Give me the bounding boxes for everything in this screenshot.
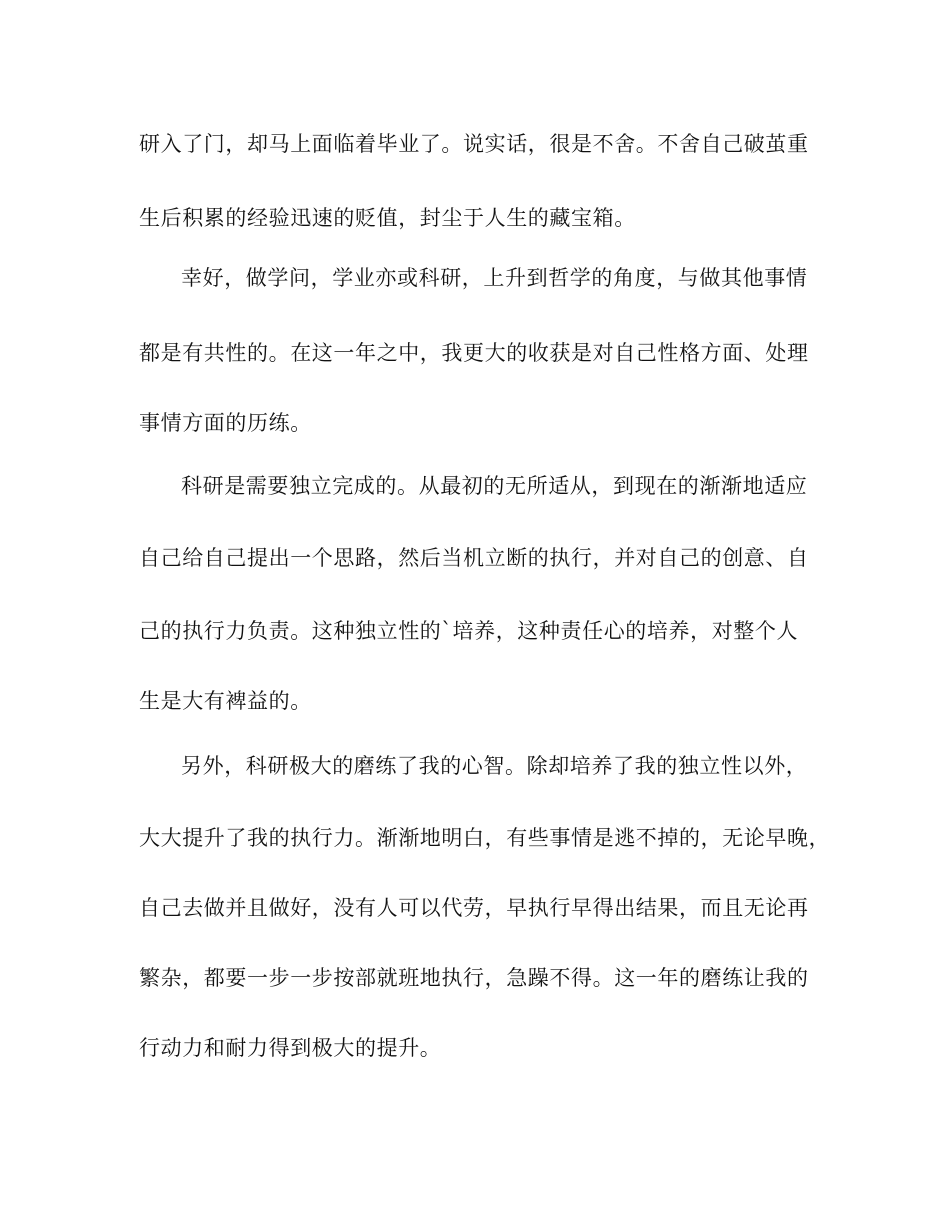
body-text-line: 研入了门，却马上面临着毕业了。说实话，很是不舍。不舍自己破茧重 [139, 132, 809, 156]
body-text-line: 己的执行力负责。这种独立性的`培养，这种责任心的培养，对整个人 [139, 619, 799, 643]
body-text-line: 事情方面的历练。 [139, 411, 312, 435]
body-text-line: 大大提升了我的执行力。渐渐地明白，有些事情是逃不掉的，无论早晚， [139, 826, 831, 850]
body-text-line: 繁杂，都要一步一步按部就班地执行，急躁不得。这一年的磨练让我的 [139, 966, 809, 990]
body-text-line: 都是有共性的。在这一年之中，我更大的收获是对自己性格方面、处理 [139, 341, 809, 365]
body-text-line: 自己去做并且做好，没有人可以代劳，早执行早得出结果，而且无论再 [139, 896, 809, 920]
body-text-line: 生是大有裨益的。 [139, 689, 312, 713]
paragraph-first-line: 幸好，做学问，学业亦或科研，上升到哲学的角度，与做其他事情 [181, 266, 808, 290]
paragraph-first-line: 科研是需要独立完成的。从最初的无所适从，到现在的渐渐地适应 [181, 474, 808, 498]
body-text-line: 生后积累的经验迅速的贬值，封尘于人生的藏宝箱。 [139, 206, 636, 230]
paragraph-first-line: 另外，科研极大的磨练了我的心智。除却培养了我的独立性以外， [181, 754, 808, 778]
body-text-line: 行动力和耐力得到极大的提升。 [139, 1036, 442, 1060]
body-text-line: 自己给自己提出一个思路，然后当机立断的执行，并对自己的创意、自 [139, 546, 809, 570]
